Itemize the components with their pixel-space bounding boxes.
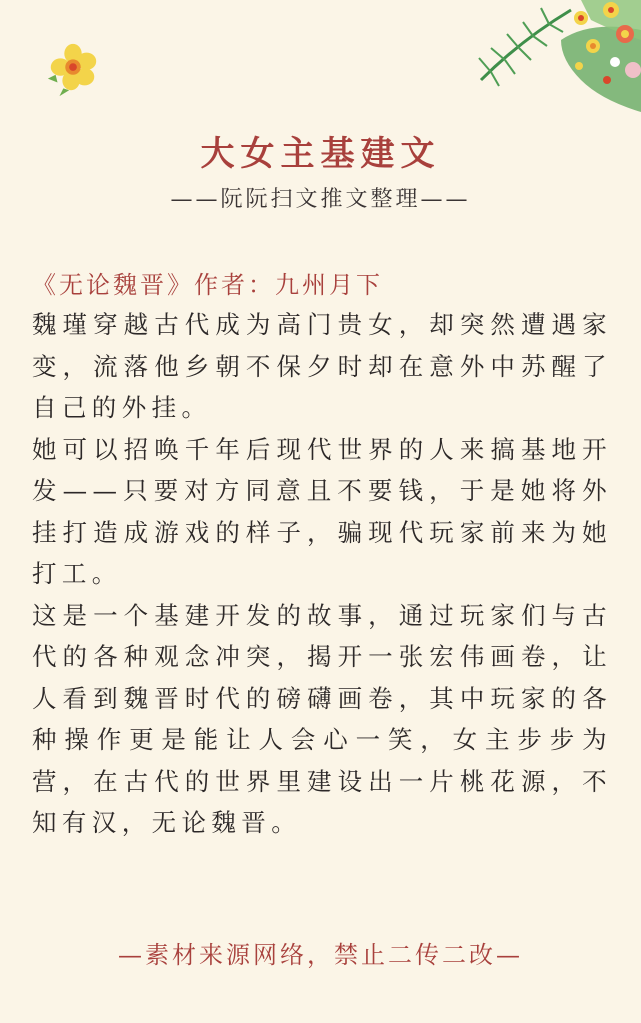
book-title-line: 《无论魏晋》作者：九州月下 bbox=[32, 271, 383, 299]
page-title: 大女主基建文 bbox=[200, 134, 441, 174]
page-subtitle: ——阮阮扫文推文整理—— bbox=[170, 187, 471, 212]
description-paragraph: 魏瑾穿越古代成为高门贵女，却突然遭遇家变，流落他乡朝不保夕时却在意外中苏醒了自己的外挂。 bbox=[32, 310, 612, 422]
description-paragraph: 这是一个基建开发的故事，通过玩家们与古代的各种观念冲突，揭开一张宏伟画卷，让人看到魏晋时代的磅礴画卷，其中玩家的各种操作更是能让人会心一笑，女主步步为营，在古代的世界里建设出一片桃花源，不知有汉，无论魏晋。 bbox=[32, 600, 612, 837]
book-description bbox=[32, 304, 612, 844]
footer-note: —素材来源网络，禁止二传二改— bbox=[118, 941, 523, 969]
yellow-flower-icon bbox=[44, 40, 102, 98]
description-paragraph: 她可以招唤千年后现代世界的人来搞基地开发——只要对方同意且不要钱，于是她将外挂打造成游戏的样子，骗现代玩家前来为她打工。 bbox=[32, 434, 612, 588]
floral-corner-icon bbox=[461, 0, 641, 112]
